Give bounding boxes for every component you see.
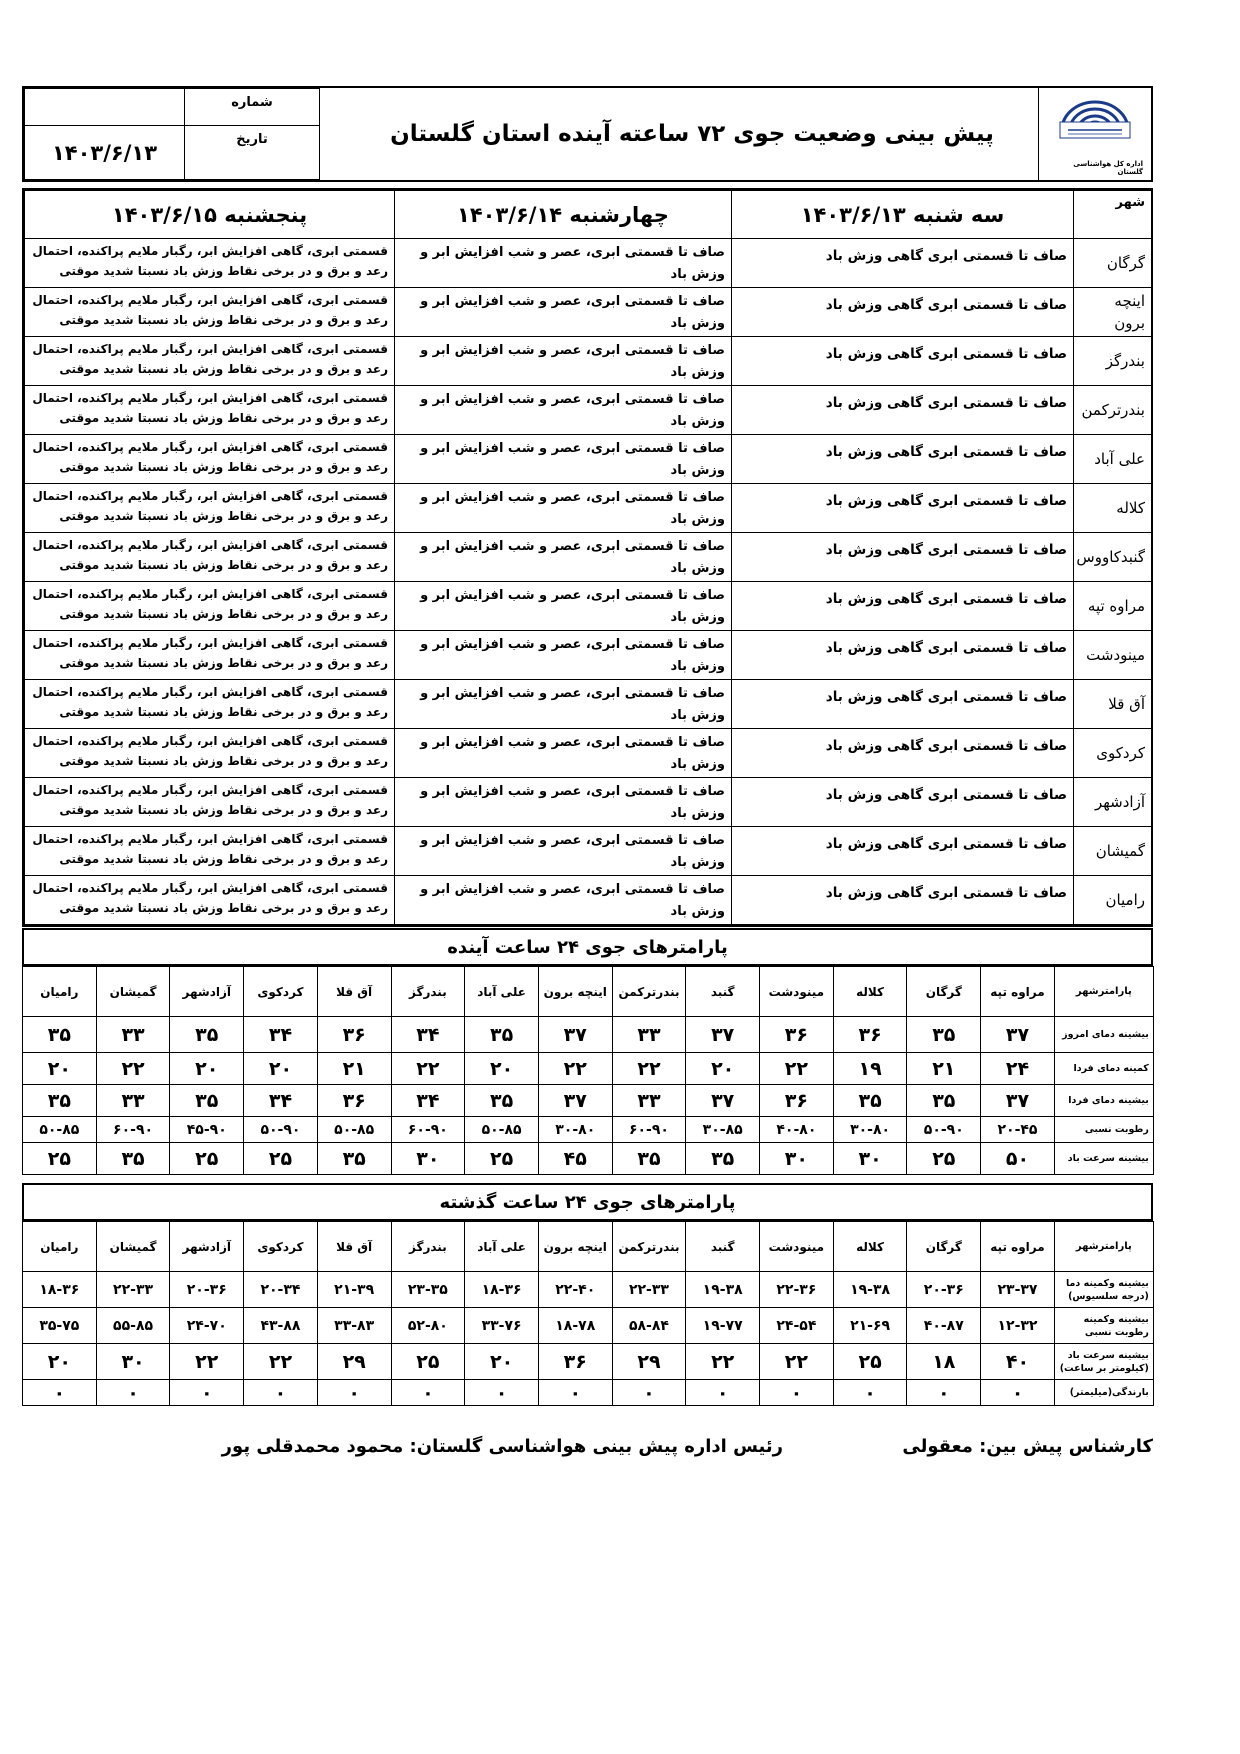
param-value: ۲۲-۳۳ xyxy=(96,1272,170,1308)
param-value: ۲۱ xyxy=(317,1053,391,1085)
city-column-header: بندرترکمن xyxy=(612,967,686,1017)
param-value: ۳۳ xyxy=(96,1017,170,1053)
day2-forecast: صاف تا قسمتی ابری، عصر و شب افزایش ابر و وزش باد xyxy=(395,288,732,337)
param-label: بیشینه وکمینه دما (درجه سلسیوس) xyxy=(1054,1272,1153,1308)
forecast-row xyxy=(25,631,1152,680)
city-column-header: اینچه برون xyxy=(538,967,612,1017)
param-value: ۲۹ xyxy=(317,1344,391,1380)
param-value: ۳۷ xyxy=(686,1085,760,1117)
day2-forecast: صاف تا قسمتی ابری، عصر و شب افزایش ابر و وزش باد xyxy=(395,680,732,729)
param-value: ۳۰-۸۵ xyxy=(686,1117,760,1143)
param-value: ۲۲-۴۰ xyxy=(538,1272,612,1308)
param-value: ۱۲-۳۲ xyxy=(981,1308,1055,1344)
city-column-header: آزادشهر xyxy=(170,967,244,1017)
param-value: ۴۵ xyxy=(538,1143,612,1175)
forecast-row xyxy=(25,239,1152,288)
param-value: ۱۸-۷۸ xyxy=(538,1308,612,1344)
param-value: ۳۶ xyxy=(760,1085,834,1117)
param-value: ۳۴ xyxy=(391,1085,465,1117)
param-value: ۳۵ xyxy=(465,1017,539,1053)
forecast-row xyxy=(25,435,1152,484)
day3-forecast: قسمتی ابری، گاهی افزایش ابر، رگبار ملایم پراکنده، احتمال رعد و برق و در برخی نقاط وزش باد نسبتا شدید موقتی xyxy=(25,386,395,435)
city-column-header: گنبد xyxy=(686,967,760,1017)
day1-header: سه شنبه ۱۴۰۳/۶/۱۳ xyxy=(732,191,1074,239)
param-value: ۳۵ xyxy=(465,1085,539,1117)
next24-title: پارامترهای جوی ۲۴ ساعت آینده xyxy=(22,928,1153,966)
param-value: ۰ xyxy=(23,1380,97,1406)
param-value: ۰ xyxy=(170,1380,244,1406)
param-value: ۲۳-۳۷ xyxy=(981,1272,1055,1308)
day3-forecast: قسمتی ابری، گاهی افزایش ابر، رگبار ملایم پراکنده، احتمال رعد و برق و در برخی نقاط وزش باد نسبتا شدید موقتی xyxy=(25,827,395,876)
param-value: ۲۵ xyxy=(244,1143,318,1175)
param-value: ۵۰-۸۵ xyxy=(23,1117,97,1143)
param-value: ۱۹ xyxy=(833,1053,907,1085)
param-value: ۳۷ xyxy=(538,1085,612,1117)
param-value: ۲۲ xyxy=(686,1344,760,1380)
forecast-row xyxy=(25,337,1152,386)
param-value: ۰ xyxy=(760,1380,834,1406)
day3-forecast: قسمتی ابری، گاهی افزایش ابر، رگبار ملایم پراکنده، احتمال رعد و برق و در برخی نقاط وزش باد نسبتا شدید موقتی xyxy=(25,239,395,288)
param-value: ۰ xyxy=(244,1380,318,1406)
org-logo xyxy=(1047,92,1143,176)
param-value: ۰ xyxy=(981,1380,1055,1406)
param-value: ۵۰ xyxy=(981,1143,1055,1175)
param-label: بیشینه وکمینه رطوبت نسبی xyxy=(1054,1308,1153,1344)
param-value: ۲۲ xyxy=(538,1053,612,1085)
day2-forecast: صاف تا قسمتی ابری، عصر و شب افزایش ابر و وزش باد xyxy=(395,239,732,288)
day1-forecast: صاف تا قسمتی ابری گاهی وزش باد xyxy=(732,827,1074,876)
city-name: اینچه برون xyxy=(1074,288,1152,337)
day3-header: پنجشنبه ۱۴۰۳/۶/۱۵ xyxy=(25,191,395,239)
page-title: پیش بینی وضعیت جوی ۷۲ ساعته آینده استان گلستان xyxy=(390,121,994,147)
day2-forecast: صاف تا قسمتی ابری، عصر و شب افزایش ابر و وزش باد xyxy=(395,337,732,386)
forecast-row xyxy=(25,288,1152,337)
param-value: ۱۸-۳۶ xyxy=(465,1272,539,1308)
param-value: ۳۴ xyxy=(244,1017,318,1053)
param-value: ۲۵ xyxy=(465,1143,539,1175)
param-value: ۲۰ xyxy=(465,1053,539,1085)
param-value: ۳۰-۸۰ xyxy=(833,1117,907,1143)
param-value: ۲۰ xyxy=(23,1053,97,1085)
param-value: ۳۶ xyxy=(538,1344,612,1380)
city-column-header: مراوه تپه xyxy=(981,1222,1055,1272)
param-value: ۰ xyxy=(391,1380,465,1406)
day1-forecast: صاف تا قسمتی ابری گاهی وزش باد xyxy=(732,582,1074,631)
past24-section xyxy=(22,1183,1153,1406)
day1-forecast: صاف تا قسمتی ابری گاهی وزش باد xyxy=(732,484,1074,533)
param-value: ۳۳ xyxy=(612,1085,686,1117)
param-label: بیشینه سرعت باد xyxy=(1054,1143,1153,1175)
param-value: ۴۰ xyxy=(981,1344,1055,1380)
param-value: ۰ xyxy=(538,1380,612,1406)
city-column-header: گمیشان xyxy=(96,1222,170,1272)
param-value: ۳۵ xyxy=(170,1017,244,1053)
param-value: ۵۰-۹۰ xyxy=(907,1117,981,1143)
day2-forecast: صاف تا قسمتی ابری، عصر و شب افزایش ابر و وزش باد xyxy=(395,729,732,778)
param-value: ۳۵ xyxy=(907,1085,981,1117)
day2-forecast: صاف تا قسمتی ابری، عصر و شب افزایش ابر و وزش باد xyxy=(395,827,732,876)
param-value: ۳۷ xyxy=(686,1017,760,1053)
next24-section xyxy=(22,928,1153,1175)
city-column-header: آق قلا xyxy=(317,967,391,1017)
param-value: ۱۹-۷۷ xyxy=(686,1308,760,1344)
param-value: ۲۰ xyxy=(465,1344,539,1380)
param-value: ۳۳ xyxy=(96,1085,170,1117)
param-value: ۳۵ xyxy=(23,1017,97,1053)
day1-forecast: صاف تا قسمتی ابری گاهی وزش باد xyxy=(732,239,1074,288)
city-name: گنبدکاووس xyxy=(1074,533,1152,582)
day3-forecast: قسمتی ابری، گاهی افزایش ابر، رگبار ملایم پراکنده، احتمال رعد و برق و در برخی نقاط وزش باد نسبتا شدید موقتی xyxy=(25,778,395,827)
footer xyxy=(22,1436,1153,1476)
city-name: گمیشان xyxy=(1074,827,1152,876)
param-value: ۴۵-۹۰ xyxy=(170,1117,244,1143)
forecast-row xyxy=(25,533,1152,582)
day2-forecast: صاف تا قسمتی ابری، عصر و شب افزایش ابر و وزش باد xyxy=(395,533,732,582)
city-column-header: مینودشت xyxy=(760,1222,834,1272)
day1-forecast: صاف تا قسمتی ابری گاهی وزش باد xyxy=(732,729,1074,778)
param-value: ۲۲-۳۳ xyxy=(612,1272,686,1308)
param-value: ۵۰-۹۰ xyxy=(244,1117,318,1143)
param-row xyxy=(23,1017,1154,1053)
param-value: ۵۵-۸۵ xyxy=(96,1308,170,1344)
param-value: ۲۰-۳۶ xyxy=(907,1272,981,1308)
param-value: ۳۰ xyxy=(391,1143,465,1175)
past24-header-row xyxy=(23,1222,1154,1272)
city-column-header: رامیان xyxy=(23,1222,97,1272)
param-value: ۰ xyxy=(465,1380,539,1406)
city-column-header: رامیان xyxy=(23,967,97,1017)
forecast-row xyxy=(25,680,1152,729)
param-corner-header: پارامترشهر xyxy=(1054,1222,1153,1272)
day2-forecast: صاف تا قسمتی ابری، عصر و شب افزایش ابر و وزش باد xyxy=(395,778,732,827)
param-value: ۰ xyxy=(833,1380,907,1406)
day2-forecast: صاف تا قسمتی ابری، عصر و شب افزایش ابر و وزش باد xyxy=(395,582,732,631)
param-value: ۳۰ xyxy=(760,1143,834,1175)
param-value: ۵۲-۸۰ xyxy=(391,1308,465,1344)
param-value: ۳۵ xyxy=(833,1085,907,1117)
param-value: ۳۵ xyxy=(96,1143,170,1175)
param-value: ۳۶ xyxy=(760,1017,834,1053)
city-name: کلاله xyxy=(1074,484,1152,533)
param-value: ۲۳-۳۵ xyxy=(391,1272,465,1308)
city-name: گرگان xyxy=(1074,239,1152,288)
city-column-header: آق قلا xyxy=(317,1222,391,1272)
param-value: ۲۵ xyxy=(833,1344,907,1380)
param-label: بیشینه دمای فردا xyxy=(1054,1085,1153,1117)
param-value: ۳۳-۸۳ xyxy=(317,1308,391,1344)
header xyxy=(22,86,1153,182)
param-value: ۲۰ xyxy=(23,1344,97,1380)
param-value: ۲۲-۳۶ xyxy=(760,1272,834,1308)
param-row xyxy=(23,1344,1154,1380)
city-column-header: اینچه برون xyxy=(538,1222,612,1272)
day2-forecast: صاف تا قسمتی ابری، عصر و شب افزایش ابر و وزش باد xyxy=(395,386,732,435)
param-value: ۳۵ xyxy=(23,1085,97,1117)
param-value: ۲۵ xyxy=(907,1143,981,1175)
param-value: ۴۳-۸۸ xyxy=(244,1308,318,1344)
day2-forecast: صاف تا قسمتی ابری، عصر و شب افزایش ابر و وزش باد xyxy=(395,435,732,484)
param-value: ۲۲ xyxy=(612,1053,686,1085)
param-value: ۲۵ xyxy=(170,1143,244,1175)
param-value: ۳۴ xyxy=(391,1017,465,1053)
day1-forecast: صاف تا قسمتی ابری گاهی وزش باد xyxy=(732,680,1074,729)
param-value: ۶۰-۹۰ xyxy=(612,1117,686,1143)
param-value: ۲۲ xyxy=(96,1053,170,1085)
param-value: ۲۹ xyxy=(612,1344,686,1380)
param-row xyxy=(23,1143,1154,1175)
param-value: ۰ xyxy=(612,1380,686,1406)
param-value: ۲۰-۳۶ xyxy=(170,1272,244,1308)
day3-forecast: قسمتی ابری، گاهی افزایش ابر، رگبار ملایم پراکنده، احتمال رعد و برق و در برخی نقاط وزش باد نسبتا شدید موقتی xyxy=(25,533,395,582)
param-value: ۲۰-۳۴ xyxy=(244,1272,318,1308)
param-value: ۲۵ xyxy=(391,1344,465,1380)
param-value: ۳۵-۷۵ xyxy=(23,1308,97,1344)
param-value: ۰ xyxy=(317,1380,391,1406)
city-column-header: کردکوی xyxy=(244,967,318,1017)
city-name: بندرگز xyxy=(1074,337,1152,386)
param-value: ۴۰-۸۷ xyxy=(907,1308,981,1344)
param-value: ۳۷ xyxy=(981,1085,1055,1117)
city-name: مراوه تپه xyxy=(1074,582,1152,631)
city-column-header: آزادشهر xyxy=(170,1222,244,1272)
city-name: مینودشت xyxy=(1074,631,1152,680)
param-value: ۲۲ xyxy=(170,1344,244,1380)
city-name: کردکوی xyxy=(1074,729,1152,778)
param-value: ۱۸-۳۶ xyxy=(23,1272,97,1308)
city-column-header: گرگان xyxy=(907,1222,981,1272)
logo-caption: اداره کل هواشناسی گلستان xyxy=(1073,160,1143,176)
forecast-row xyxy=(25,827,1152,876)
city-column-header: گنبد xyxy=(686,1222,760,1272)
past24-title: پارامترهای جوی ۲۴ ساعت گذشته xyxy=(22,1183,1153,1221)
param-value: ۲۲ xyxy=(391,1053,465,1085)
param-value: ۲۴-۷۰ xyxy=(170,1308,244,1344)
param-value: ۳۵ xyxy=(317,1143,391,1175)
day1-forecast: صاف تا قسمتی ابری گاهی وزش باد xyxy=(732,386,1074,435)
header-divider xyxy=(319,88,320,180)
param-value: ۳۰-۸۰ xyxy=(538,1117,612,1143)
param-value: ۳۵ xyxy=(907,1017,981,1053)
city-column-header: علی آباد xyxy=(465,1222,539,1272)
day1-forecast: صاف تا قسمتی ابری گاهی وزش باد xyxy=(732,337,1074,386)
city-column-header: علی آباد xyxy=(465,967,539,1017)
param-row xyxy=(23,1308,1154,1344)
next24-header-row xyxy=(23,967,1154,1017)
day3-forecast: قسمتی ابری، گاهی افزایش ابر، رگبار ملایم پراکنده، احتمال رعد و برق و در برخی نقاط وزش باد نسبتا شدید موقتی xyxy=(25,729,395,778)
param-value: ۲۰ xyxy=(170,1053,244,1085)
day1-forecast: صاف تا قسمتی ابری گاهی وزش باد xyxy=(732,533,1074,582)
param-value: ۳۷ xyxy=(538,1017,612,1053)
forecast-row xyxy=(25,386,1152,435)
forecast-row xyxy=(25,582,1152,631)
param-value: ۱۹-۳۸ xyxy=(833,1272,907,1308)
param-label: بارندگی(میلیمتر) xyxy=(1054,1380,1153,1406)
param-value: ۳۶ xyxy=(833,1017,907,1053)
day2-header: چهارشنبه ۱۴۰۳/۶/۱۴ xyxy=(395,191,732,239)
forecast-row xyxy=(25,484,1152,533)
next24-table xyxy=(22,966,1154,1175)
param-value: ۲۴-۵۴ xyxy=(760,1308,834,1344)
param-row xyxy=(23,1380,1154,1406)
meteorological-organization-logo-icon xyxy=(1050,92,1140,158)
param-value: ۲۱-۶۹ xyxy=(833,1308,907,1344)
param-label: کمینه دمای فردا xyxy=(1054,1053,1153,1085)
param-value: ۲۲ xyxy=(760,1053,834,1085)
city-column-header: بندرگز xyxy=(391,967,465,1017)
param-value: ۳۳-۷۶ xyxy=(465,1308,539,1344)
city-column-header: بندرگز xyxy=(391,1222,465,1272)
param-value: ۲۲ xyxy=(760,1344,834,1380)
param-value: ۲۰ xyxy=(244,1053,318,1085)
day3-forecast: قسمتی ابری، گاهی افزایش ابر، رگبار ملایم پراکنده، احتمال رعد و برق و در برخی نقاط وزش باد نسبتا شدید موقتی xyxy=(25,582,395,631)
number-label: شماره xyxy=(184,88,320,126)
param-value: ۳۵ xyxy=(686,1143,760,1175)
date-label: تاریخ xyxy=(184,125,320,180)
city-column-header: گرگان xyxy=(907,967,981,1017)
number-value xyxy=(24,88,185,126)
day2-forecast: صاف تا قسمتی ابری، عصر و شب افزایش ابر و وزش باد xyxy=(395,876,732,925)
day1-forecast: صاف تا قسمتی ابری گاهی وزش باد xyxy=(732,288,1074,337)
day3-forecast: قسمتی ابری، گاهی افزایش ابر، رگبار ملایم پراکنده، احتمال رعد و برق و در برخی نقاط وزش باد نسبتا شدید موقتی xyxy=(25,631,395,680)
param-label: رطوبت نسبی xyxy=(1054,1117,1153,1143)
day1-forecast: صاف تا قسمتی ابری گاهی وزش باد xyxy=(732,778,1074,827)
day1-forecast: صاف تا قسمتی ابری گاهی وزش باد xyxy=(732,876,1074,925)
param-value: ۵۰-۸۵ xyxy=(465,1117,539,1143)
head-name: رئیس اداره پیش بینی هواشناسی گلستان: محمود محمدقلی پور xyxy=(221,1436,783,1457)
city-column-header: بندرترکمن xyxy=(612,1222,686,1272)
param-value: ۰ xyxy=(907,1380,981,1406)
day3-forecast: قسمتی ابری، گاهی افزایش ابر، رگبار ملایم پراکنده، احتمال رعد و برق و در برخی نقاط وزش باد نسبتا شدید موقتی xyxy=(25,876,395,925)
param-value: ۲۱ xyxy=(907,1053,981,1085)
param-value: ۲۰-۴۵ xyxy=(981,1117,1055,1143)
param-value: ۰ xyxy=(686,1380,760,1406)
forecast-row xyxy=(25,876,1152,925)
param-value: ۳۵ xyxy=(170,1085,244,1117)
param-value: ۲۵ xyxy=(23,1143,97,1175)
param-value: ۲۲ xyxy=(244,1344,318,1380)
param-value: ۲۱-۳۹ xyxy=(317,1272,391,1308)
forecast-row xyxy=(25,729,1152,778)
param-row xyxy=(23,1085,1154,1117)
city-column-header: گمیشان xyxy=(96,967,170,1017)
param-value: ۳۶ xyxy=(317,1085,391,1117)
city-name: علی آباد xyxy=(1074,435,1152,484)
param-row xyxy=(23,1272,1154,1308)
forecaster-name: کارشناس پیش بین: معقولی xyxy=(902,1436,1153,1457)
param-corner-header: پارامترشهر xyxy=(1054,967,1153,1017)
city-name: رامیان xyxy=(1074,876,1152,925)
param-value: ۲۴ xyxy=(981,1053,1055,1085)
param-label: بیشینه دمای امروز xyxy=(1054,1017,1153,1053)
param-row xyxy=(23,1117,1154,1143)
header-divider-right xyxy=(1038,88,1039,180)
day3-forecast: قسمتی ابری، گاهی افزایش ابر، رگبار ملایم پراکنده، احتمال رعد و برق و در برخی نقاط وزش باد نسبتا شدید موقتی xyxy=(25,337,395,386)
forecast-rows xyxy=(25,239,1152,925)
city-column-header: مراوه تپه xyxy=(981,967,1055,1017)
day2-forecast: صاف تا قسمتی ابری، عصر و شب افزایش ابر و وزش باد xyxy=(395,484,732,533)
forecast-row xyxy=(25,778,1152,827)
param-value: ۱۹-۳۸ xyxy=(686,1272,760,1308)
city-name: آزادشهر xyxy=(1074,778,1152,827)
param-value: ۲۰ xyxy=(686,1053,760,1085)
date-value: ۱۴۰۳/۶/۱۳ xyxy=(24,125,185,180)
day3-forecast: قسمتی ابری، گاهی افزایش ابر، رگبار ملایم پراکنده، احتمال رعد و برق و در برخی نقاط وزش باد نسبتا شدید موقتی xyxy=(25,680,395,729)
city-name: بندرترکمن xyxy=(1074,386,1152,435)
param-value: ۶۰-۹۰ xyxy=(391,1117,465,1143)
day2-forecast: صاف تا قسمتی ابری، عصر و شب افزایش ابر و وزش باد xyxy=(395,631,732,680)
day3-forecast: قسمتی ابری، گاهی افزایش ابر، رگبار ملایم پراکنده، احتمال رعد و برق و در برخی نقاط وزش باد نسبتا شدید موقتی xyxy=(25,435,395,484)
city-column-header: کلاله xyxy=(833,1222,907,1272)
city-column-header: کردکوی xyxy=(244,1222,318,1272)
param-value: ۵۰-۸۵ xyxy=(317,1117,391,1143)
forecast-table xyxy=(22,188,1153,927)
param-value: ۱۸ xyxy=(907,1344,981,1380)
day3-forecast: قسمتی ابری، گاهی افزایش ابر، رگبار ملایم پراکنده، احتمال رعد و برق و در برخی نقاط وزش باد نسبتا شدید موقتی xyxy=(25,484,395,533)
city-column-header: کلاله xyxy=(833,967,907,1017)
param-label: بیشینه سرعت باد (کیلومتر بر ساعت) xyxy=(1054,1344,1153,1380)
city-name: آق قلا xyxy=(1074,680,1152,729)
param-value: ۰ xyxy=(96,1380,170,1406)
param-value: ۴۰-۸۰ xyxy=(760,1117,834,1143)
past24-table xyxy=(22,1221,1154,1406)
param-value: ۳۶ xyxy=(317,1017,391,1053)
day1-forecast: صاف تا قسمتی ابری گاهی وزش باد xyxy=(732,631,1074,680)
param-value: ۳۷ xyxy=(981,1017,1055,1053)
city-column-header: مینودشت xyxy=(760,967,834,1017)
city-column-header: شهر xyxy=(1074,191,1152,239)
param-row xyxy=(23,1053,1154,1085)
param-value: ۵۸-۸۴ xyxy=(612,1308,686,1344)
param-value: ۶۰-۹۰ xyxy=(96,1117,170,1143)
day3-forecast: قسمتی ابری، گاهی افزایش ابر، رگبار ملایم پراکنده، احتمال رعد و برق و در برخی نقاط وزش باد نسبتا شدید موقتی xyxy=(25,288,395,337)
param-value: ۳۳ xyxy=(612,1017,686,1053)
param-value: ۳۰ xyxy=(833,1143,907,1175)
param-value: ۳۵ xyxy=(612,1143,686,1175)
day1-forecast: صاف تا قسمتی ابری گاهی وزش باد xyxy=(732,435,1074,484)
param-value: ۳۴ xyxy=(244,1085,318,1117)
param-value: ۳۰ xyxy=(96,1344,170,1380)
